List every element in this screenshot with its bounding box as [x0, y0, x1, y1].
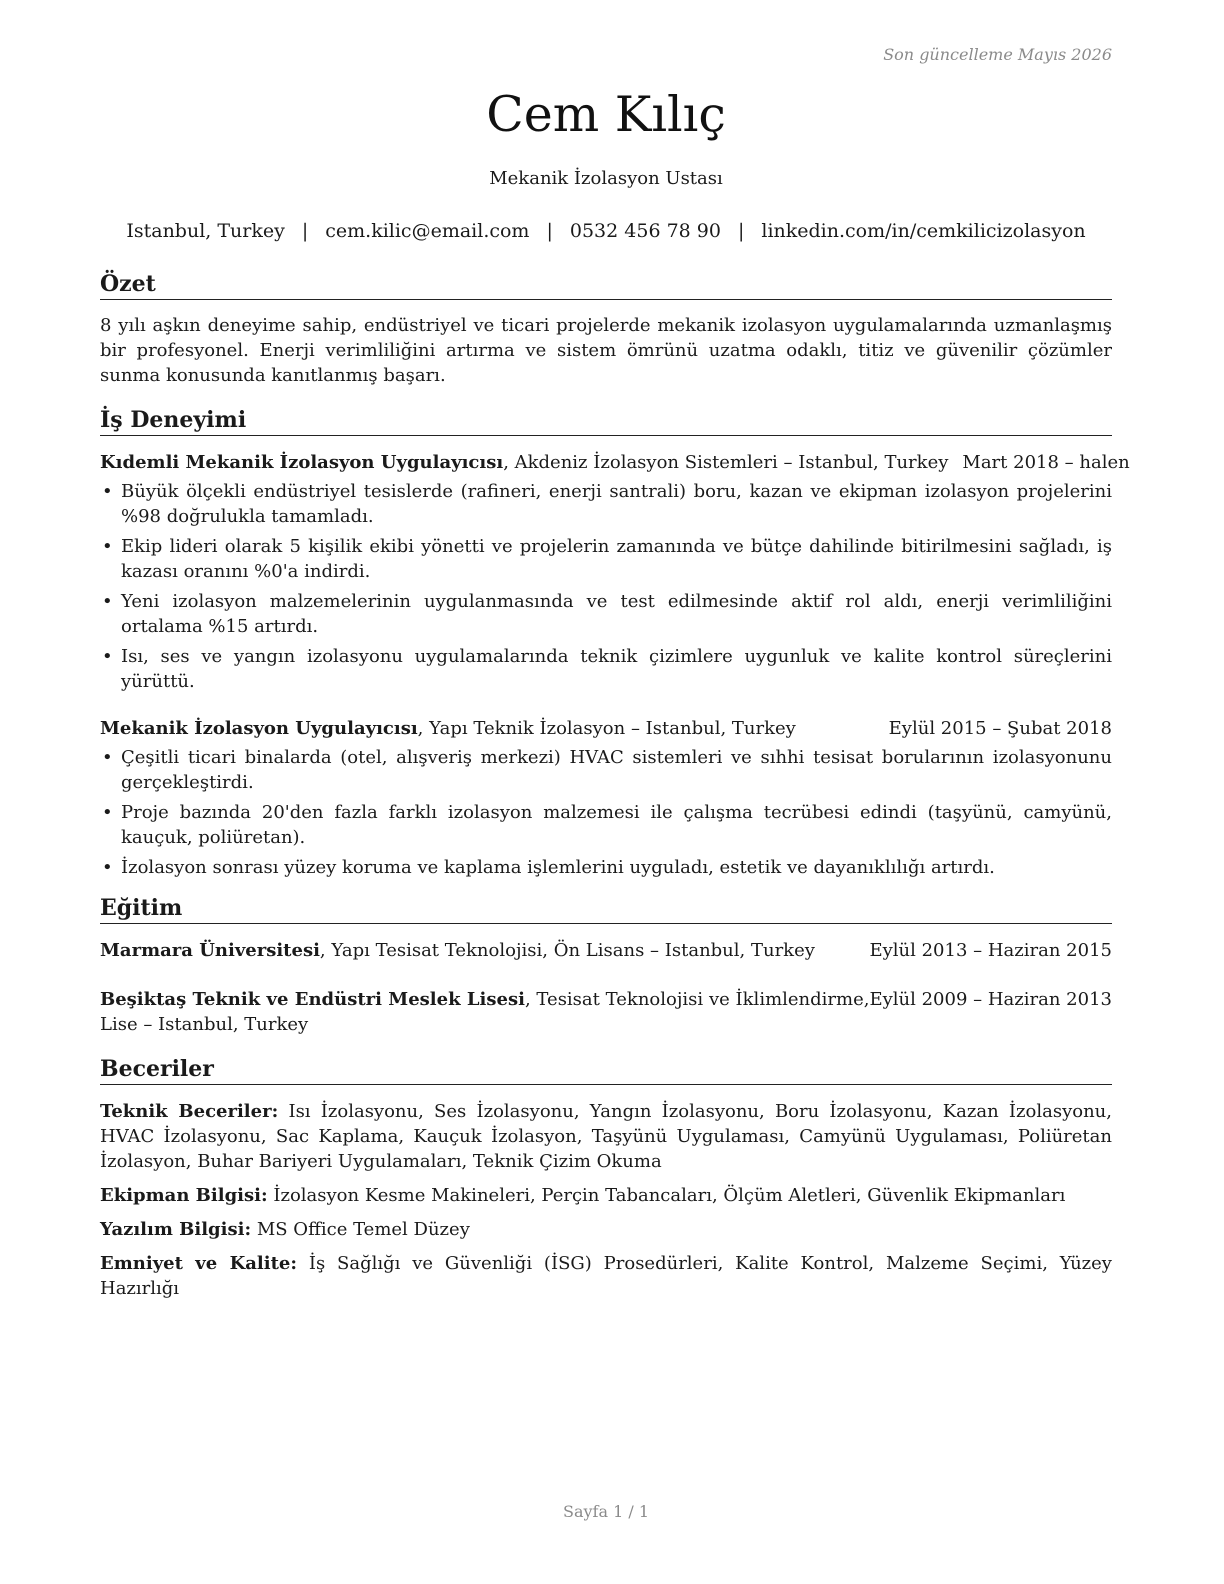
resume-content — [100, 270, 1130, 1310]
skill-label: Teknik Beceriler: — [100, 1101, 279, 1122]
contact-separator: | — [546, 220, 553, 242]
contact-line — [100, 220, 1112, 242]
job-bullet: • Çeşitli ticari binalarda (otel, alışveriş merkezi) HVAC sistemleri ve sıhhi tesisat borularının izolasyonunu gerçekleştirdi. — [100, 745, 1112, 795]
skill-label: Ekipman Bilgisi: — [100, 1185, 268, 1206]
contact-email[interactable]: cem.kilic@email.com — [325, 220, 530, 242]
education-school: Marmara Üniversitesi — [100, 940, 320, 961]
job-bullet: • Proje bazında 20'den fazla farklı izolasyon malzemesi ile çalışma tecrübesi edindi (taşyünü, camyünü, kauçuk, poliüretan). — [100, 800, 1112, 850]
job-dates: Mart 2018 – halen — [962, 452, 1130, 473]
job-bullets — [100, 479, 1112, 694]
skill-value: Isı İzolasyonu, Ses İzolasyonu, Yangın İzolasyonu, Boru İzolasyonu, Kazan İzolasyonu, HVAC İzolasyonu, Sac Kaplama, Kauçuk İzolasyon, Taşyünü Uygulaması, Camyünü Uygulaması, Poliüretan İzolasyon, Buhar Bariyeri Uygulamaları, Teknik Çizim Okuma — [100, 1101, 1112, 1172]
job-header — [100, 716, 1112, 741]
job-bullet: • Yeni izolasyon malzemelerinin uygulanmasında ve test edilmesinde aktif rol aldı, enerji verimliliğini ortalama %15 artırdı. — [100, 589, 1112, 639]
job-bullet: • Büyük ölçekli endüstriyel tesislerde (rafineri, enerji santrali) boru, kazan ve ekipman izolasyon projelerini %98 doğrulukla tamamladı. — [100, 479, 1112, 529]
job-title: Mekanik İzolasyon Ustası — [489, 168, 723, 189]
education-detail: , Tesisat Teknolojisi ve İklimlendirme, Lise – Istanbul, Turkey — [100, 989, 870, 1035]
contact-location: Istanbul, Turkey — [126, 220, 285, 242]
skill-line — [100, 1217, 1112, 1242]
person-name: Cem Kılıç — [486, 86, 726, 143]
job-role: Mekanik İzolasyon Uygulayıcısı — [100, 718, 418, 739]
summary-heading: Özet — [100, 270, 1112, 300]
education-detail: , Yapı Tesisat Teknolojisi, Ön Lisans – Istanbul, Turkey — [319, 940, 815, 961]
job-entry — [100, 450, 1130, 694]
education-entry — [100, 987, 1112, 1037]
job-company: , Akdeniz İzolasyon Sistemleri – Istanbul, Turkey — [503, 452, 949, 473]
job-entry — [100, 716, 1112, 880]
skill-label: Yazılım Bilgisi: — [100, 1219, 252, 1240]
job-bullet: • Ekip lideri olarak 5 kişilik ekibi yönetti ve projelerin zamanında ve bütçe dahilinde bitirilmesini sağladı, iş kazası oranını %0'a indirdi. — [100, 534, 1112, 584]
skill-line — [100, 1099, 1112, 1174]
skill-line — [100, 1183, 1112, 1208]
job-bullet: • Isı, ses ve yangın izolasyonu uygulamalarında teknik çizimlere uygunluk ve kalite kontrol süreçlerini yürüttü. — [100, 644, 1112, 694]
education-school: Beşiktaş Teknik ve Endüstri Meslek Lisesi — [100, 989, 525, 1010]
skill-line — [100, 1251, 1112, 1301]
skill-value: İzolasyon Kesme Makineleri, Perçin Tabancaları, Ölçüm Aletleri, Güvenlik Ekipmanları — [273, 1185, 1066, 1206]
skill-value: İş Sağlığı ve Güvenliği (İSG) Prosedürleri, Kalite Kontrol, Malzeme Seçimi, Yüzey Hazırlığı — [100, 1253, 1112, 1299]
skill-value: MS Office Temel Düzey — [256, 1219, 470, 1240]
job-header — [100, 450, 1130, 475]
job-bullet: • İzolasyon sonrası yüzey koruma ve kaplama işlemlerini uyguladı, estetik ve dayanıklılığı artırdı. — [100, 855, 1112, 880]
education-entry — [100, 938, 1112, 963]
education-dates: Eylül 2009 – Haziran 2013 — [869, 989, 1112, 1010]
contact-linkedin[interactable]: linkedin.com/in/cemkilicizolasyon — [761, 220, 1086, 242]
contact-phone[interactable]: 0532 456 78 90 — [569, 220, 721, 242]
page-number: Sayfa 1 / 1 — [562, 1502, 649, 1521]
summary-text: 8 yılı aşkın deneyime sahip, endüstriyel ve ticari projelerde mekanik izolasyon uygulamalarında uzmanlaşmış bir profesyonel. Enerji verimliliğini artırma ve sistem ömrünü uzatma odaklı, titiz ve güvenilir çözümler sunma konusunda kanıtlanmış başarı. — [100, 315, 1112, 386]
experience-heading: İş Deneyimi — [100, 406, 1112, 436]
education-heading: Eğitim — [100, 894, 1112, 924]
job-dates: Eylül 2015 – Şubat 2018 — [888, 718, 1112, 739]
last-updated: Son güncelleme Mayıs 2026 — [883, 45, 1112, 64]
skill-label: Emniyet ve Kalite: — [100, 1253, 297, 1274]
contact-separator: | — [737, 220, 745, 242]
resume-page — [100, 0, 1130, 1584]
job-bullets — [100, 745, 1112, 880]
education-dates: Eylül 2013 – Haziran 2015 — [869, 940, 1112, 961]
skills-heading: Beceriler — [100, 1055, 1112, 1085]
job-company: , Yapı Teknik İzolasyon – Istanbul, Turkey — [417, 718, 796, 739]
job-role: Kıdemli Mekanik İzolasyon Uygulayıcısı — [100, 452, 504, 473]
contact-separator: | — [301, 220, 309, 242]
